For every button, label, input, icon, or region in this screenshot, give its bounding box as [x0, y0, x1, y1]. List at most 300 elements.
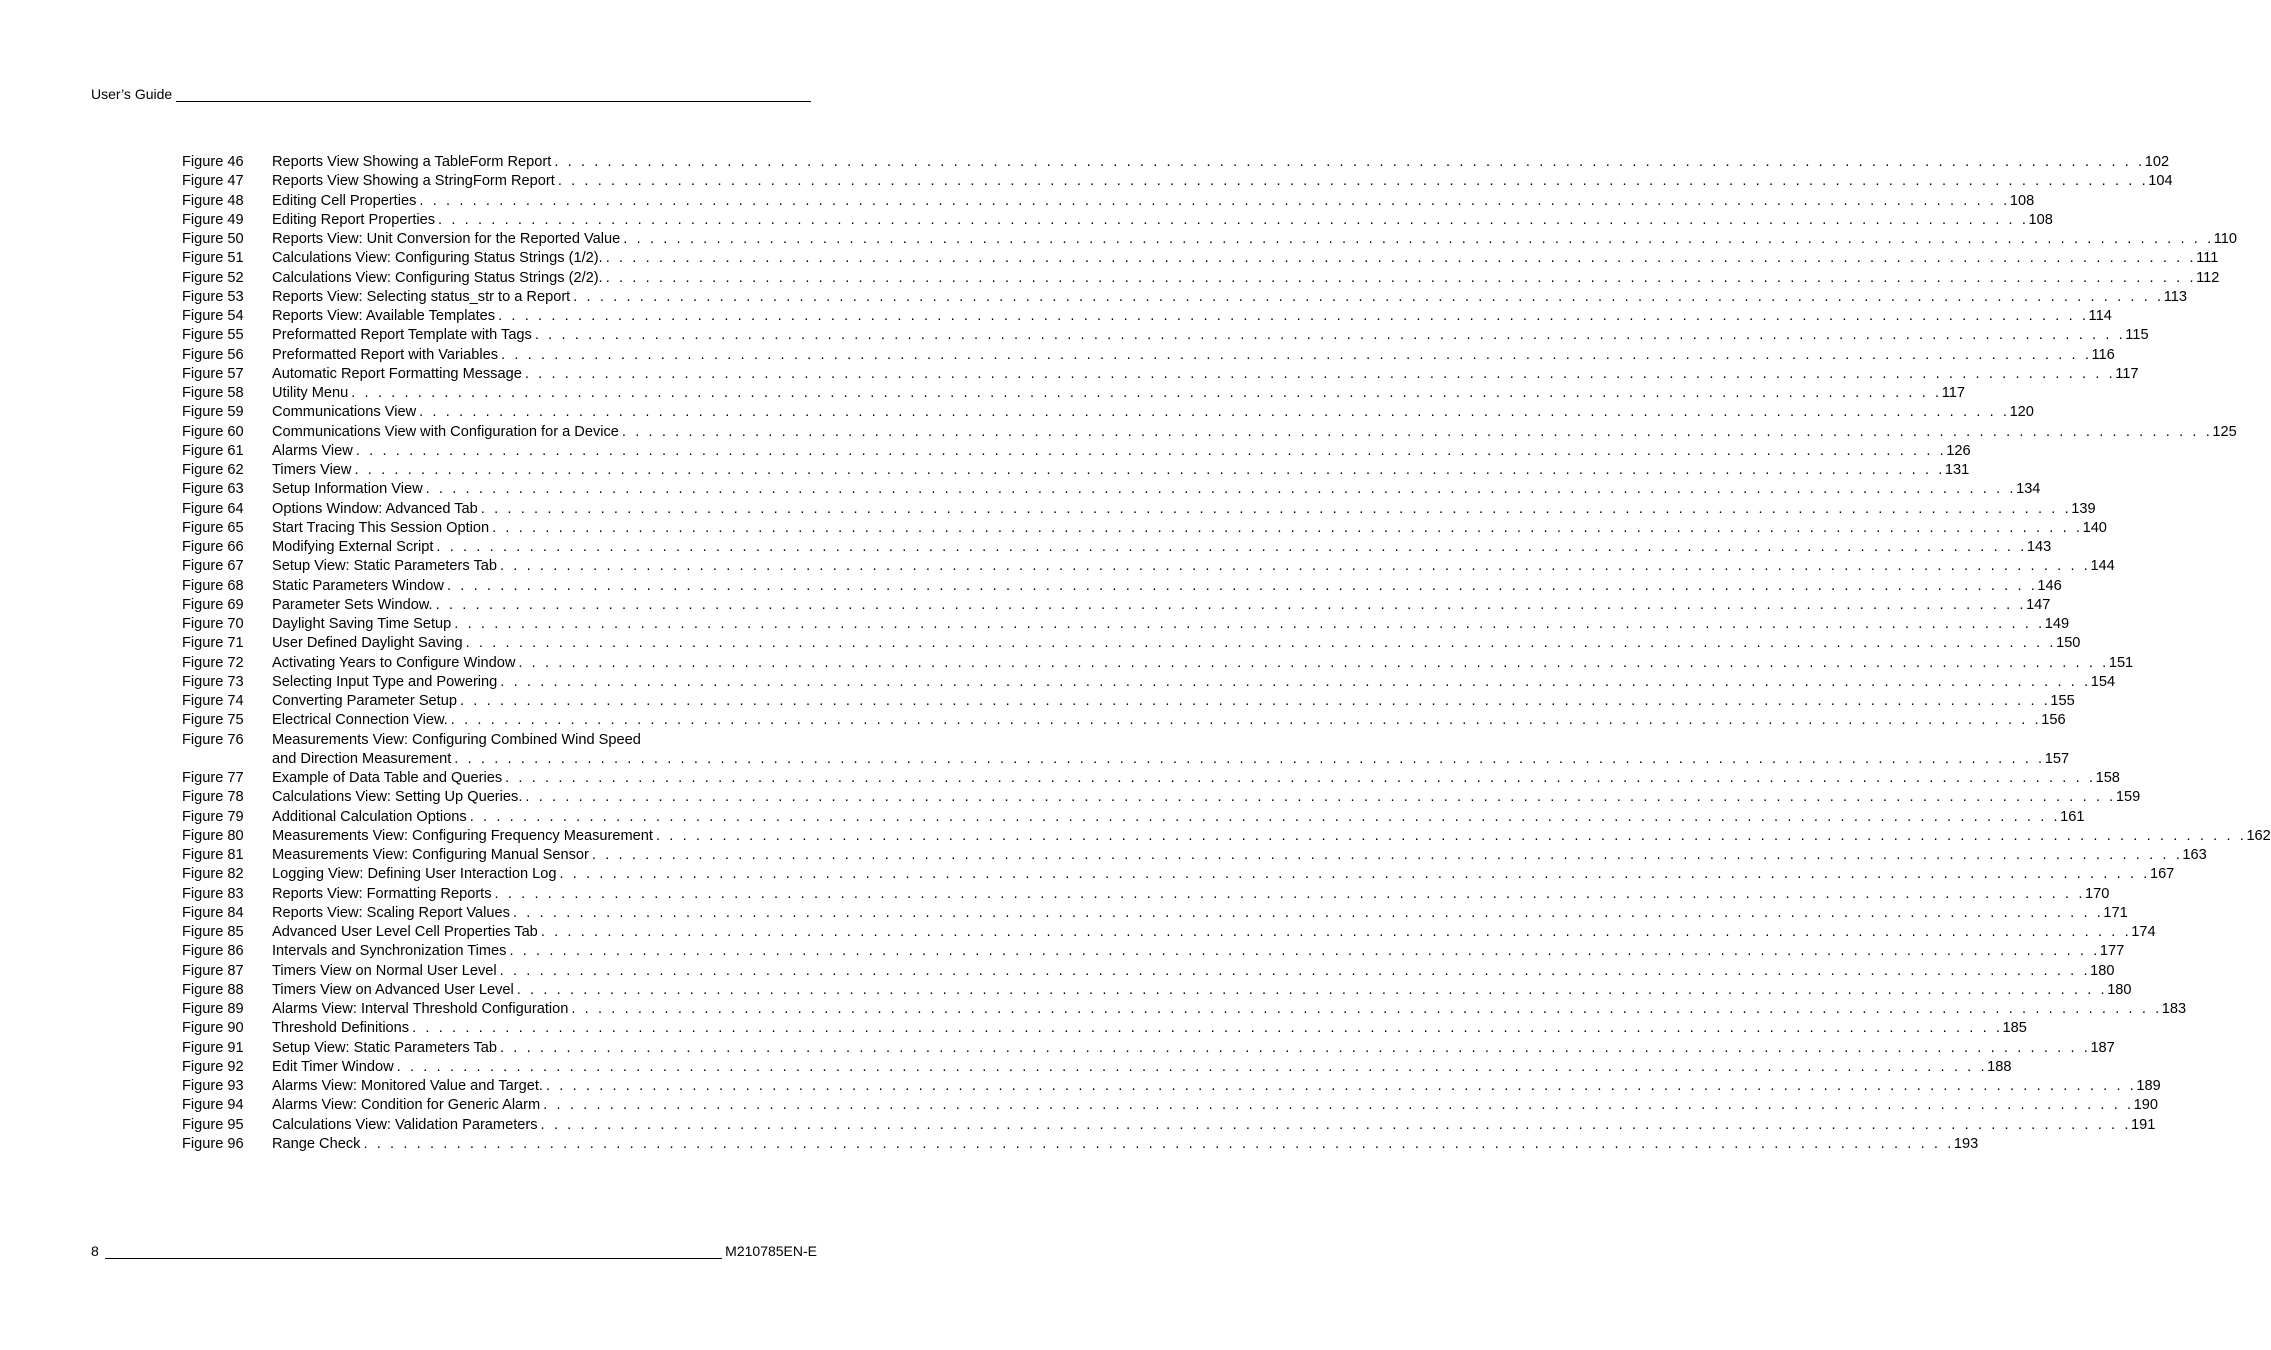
- figure-title-block: [272, 769, 2120, 788]
- figure-entry[interactable]: [182, 788, 2141, 807]
- figure-title-line: [272, 538, 2052, 557]
- figure-title-line: [272, 596, 2051, 615]
- figure-title: Options Window: Advanced Tab: [272, 500, 478, 517]
- figure-title-block: [272, 634, 2081, 653]
- figure-title-block: [272, 885, 2110, 904]
- figure-label: Figure 96: [182, 1135, 244, 1152]
- figure-entry[interactable]: [182, 634, 2081, 653]
- figure-title: Calculations View: Configuring Status Strings (1/2).: [272, 250, 603, 267]
- figure-entry[interactable]: [182, 192, 2035, 211]
- figure-title-line: [272, 692, 2075, 711]
- figure-entry[interactable]: [182, 769, 2120, 788]
- figure-entry[interactable]: [182, 1096, 2159, 1115]
- figure-title-line: [272, 904, 2128, 923]
- figure-page-number: 155: [2050, 693, 2075, 709]
- figure-title: Measurements View: Configuring Frequency Measurement: [272, 827, 653, 844]
- figure-title-line: [272, 1135, 1979, 1154]
- figure-page-number: 159: [2115, 789, 2141, 806]
- figure-page-number: 120: [2009, 404, 2034, 421]
- figure-label: Figure 85: [182, 924, 244, 940]
- figure-page-number: 167: [2149, 866, 2175, 883]
- dot-leader: . . . . . . . . . . . . . . . . . . . . . . . . . . . . . . . . . . . . . . . . . . . . . . . . . . . . . . . . . . . . . . . . . . . . . . . . . . . . . . . . . . . . . . . . . . . . . . . . . . . . . . . . . . . . . . . . . . . . . . . .: [354, 462, 1945, 478]
- figure-title-line: [272, 153, 2170, 172]
- figure-title: Communications View: [272, 404, 417, 421]
- figure-title-line: [272, 865, 2175, 884]
- figure-title-line: [272, 788, 2141, 807]
- figure-title-line: [272, 1116, 2156, 1135]
- figure-entry[interactable]: [182, 1135, 1979, 1154]
- figure-label: Figure 46: [182, 154, 244, 170]
- figure-title: Timers View on Advanced User Level: [272, 981, 514, 998]
- figure-label: Figure 86: [182, 943, 244, 960]
- figure-page-number: 149: [2044, 616, 2070, 632]
- figure-title-block: [272, 1096, 2159, 1115]
- figure-title-block: [272, 480, 2041, 499]
- figure-label: Figure 68: [182, 577, 244, 594]
- figure-page-number: 162: [2246, 827, 2271, 844]
- figure-entry[interactable]: [182, 692, 2075, 711]
- figure-entry[interactable]: [182, 904, 2128, 923]
- figure-entry[interactable]: [182, 500, 2096, 519]
- figure-label: Figure 78: [182, 789, 244, 806]
- figure-title: Intervals and Synchronization Times: [272, 943, 507, 960]
- dot-leader: . . . . . . . . . . . . . . . . . . . . . . . . . . . . . . . . . . . . . . . . . . . . . . . . . . . . . . . . . . . . . . . . . . . . . . . . . . . . . . . . . . . . . . . . . . . . . . . . . . . . . . . . . . . . . . . . . . . . . . . .: [621, 423, 2213, 440]
- figure-page-number: 113: [2163, 288, 2187, 305]
- figure-entry[interactable]: [182, 673, 2116, 692]
- figure-title: Measurements View: Configuring Manual Sensor: [272, 847, 589, 863]
- dot-leader: . . . . . . . . . . . . . . . . . . . . . . . . . . . . . . . . . . . . . . . . . . . . . . . . . . . . . . . . . . . . . . . . . . . . . . . . . . . . . . . . . . . . . . . . . . . . . . . . . . . . . . . . . . . . . . . . . . . . . . . .: [559, 866, 2150, 883]
- figure-entry[interactable]: [182, 615, 2070, 634]
- figure-title-line: [272, 384, 1965, 403]
- figure-label: Figure 79: [182, 808, 244, 825]
- figure-title-line: [272, 288, 2187, 307]
- figure-entry[interactable]: [182, 346, 2115, 365]
- figure-title-line: [272, 711, 2066, 730]
- figure-title-line: [272, 846, 2207, 865]
- figure-title-line: [272, 192, 2035, 211]
- figure-page-number: 112: [2196, 269, 2220, 286]
- figure-page-number: 143: [2026, 539, 2052, 555]
- figure-title-line: [272, 1019, 2027, 1038]
- figure-title: Alarms View: Interval Threshold Configuration: [272, 1001, 569, 1017]
- figure-title-block: [272, 269, 2220, 288]
- figure-label: Figure 64: [182, 500, 244, 517]
- figure-title-line: [272, 615, 2070, 634]
- figure-entry[interactable]: [182, 1058, 2012, 1077]
- figure-label: Figure 89: [182, 1001, 244, 1017]
- dot-leader: . . . . . . . . . . . . . . . . . . . . . . . . . . . . . . . . . . . . . . . . . . . . . . . . . . . . . . . . . . . . . . . . . . . . . . . . . . . . . . . . . . . . . . . . . . . . . . . . . . . . . . . . . . . . . . . . . . . . . . . .: [505, 770, 2096, 786]
- figure-label: Figure 57: [182, 365, 244, 382]
- dot-leader: . . . . . . . . . . . . . . . . . . . . . . . . . . . . . . . . . . . . . . . . . . . . . . . . . . . . . . . . . . . . . . . . . . . . . . . . . . . . . . . . . . . . . . . . . . . . . . . . . . . . . . . . . . . . . . . . . . . . . . . .: [557, 173, 2149, 190]
- figure-label: Figure 50: [182, 231, 244, 247]
- figure-entry[interactable]: [182, 731, 2070, 770]
- figure-entry[interactable]: [182, 981, 2132, 1000]
- document-code: M210785EN-E: [725, 1243, 817, 1259]
- dot-leader: . . . . . . . . . . . . . . . . . . . . . . . . . . . . . . . . . . . . . . . . . . . . . . . . . . . . . . . . . . . . . . . . . . . . . . . . . . . . . . . . . . . . . . . . . . . . . . . . . . . . . . . . . . . . . . . . . . . . . . . .: [419, 192, 2010, 209]
- list-of-figures: [182, 153, 2271, 1154]
- dot-leader: . . . . . . . . . . . . . . . . . . . . . . . . . . . . . . . . . . . . . . . . . . . . . . . . . . . . . . . . . . . . . . . . . . . . . . . . . . . . . . . . . . . . . . . . . . . . . . . . . . . . . . . . . . . . . . . . . . . . . . . .: [351, 385, 1942, 401]
- figure-entry[interactable]: [182, 172, 2173, 191]
- figure-title: Calculations View: Setting Up Queries.: [272, 789, 523, 806]
- figure-title-line: [272, 269, 2220, 288]
- figure-label: Figure 91: [182, 1039, 244, 1056]
- figure-label: Figure 76: [182, 731, 244, 748]
- figure-entry[interactable]: [182, 230, 2237, 249]
- figure-title: Modifying External Script: [272, 539, 434, 555]
- figure-page-number: 111: [2196, 250, 2219, 267]
- figure-title-line: [272, 654, 2134, 673]
- figure-entry[interactable]: [182, 519, 2107, 538]
- figure-entry[interactable]: [182, 1039, 2115, 1058]
- figure-label: Figure 80: [182, 827, 244, 844]
- figure-page-number: 117: [1941, 385, 1965, 401]
- figure-title-line: [272, 962, 2115, 981]
- figure-title-line: [272, 326, 2149, 345]
- dot-leader: . . . . . . . . . . . . . . . . . . . . . . . . . . . . . . . . . . . . . . . . . . . . . . . . . . . . . . . . . . . . . . . . . . . . . . . . . . . . . . . . . . . . . . . . . . . . . . . . . . . . . . . . . . . . . . . . . . . . . . . .: [425, 481, 2017, 498]
- figure-title: Calculations View: Configuring Status Strings (2/2).: [272, 269, 603, 286]
- figure-title-line: [272, 981, 2132, 1000]
- figure-title-block: [272, 500, 2096, 519]
- figure-label: Figure 81: [182, 847, 244, 863]
- figure-entry[interactable]: [182, 326, 2149, 345]
- figure-title-block: [272, 192, 2035, 211]
- figure-title-block: [272, 249, 2219, 268]
- figure-title-line: [272, 1039, 2115, 1058]
- dot-leader: . . . . . . . . . . . . . . . . . . . . . . . . . . . . . . . . . . . . . . . . . . . . . . . . . . . . . . . . . . . . . . . . . . . . . . . . . . . . . . . . . . . . . . . . . . . . . . . . . . . . . . . . . . . . . . . . . . . . . . . .: [501, 346, 2092, 363]
- dot-leader: . . . . . . . . . . . . . . . . . . . . . . . . . . . . . . . . . . . . . . . . . . . . . . . . . . . . . . . . . . . . . . . . . . . . . . . . . . . . . . . . . . . . . . . . . . . . . . . . . . . . . . . . . . . . . . . . . . . . . . . .: [480, 500, 2072, 517]
- figure-entry[interactable]: [182, 211, 2053, 230]
- figure-title-line: [272, 769, 2120, 788]
- figure-title: Preformatted Report Template with Tags: [272, 327, 532, 344]
- dot-leader: . . . . . . . . . . . . . . . . . . . . . . . . . . . . . . . . . . . . . . . . . . . . . . . . . . . . . . . . . . . . . . . . . . . . . . . . . . . . . . . . . . . . . . . . . . . . . . . . . . . . . . . . . . . . . . . . . . . . . . . .: [454, 616, 2045, 632]
- figure-entry[interactable]: [182, 442, 1971, 461]
- figure-entry[interactable]: [182, 557, 2115, 576]
- figure-entry[interactable]: [182, 365, 2139, 384]
- dot-leader: . . . . . . . . . . . . . . . . . . . . . . . . . . . . . . . . . . . . . . . . . . . . . . . . . . . . . . . . . . . . . . . . . . . . . . . . . . . . . . . . . . . . . . . . . . . . . . . . . . . . . . . . . . . . . . . . . . . . . . . .: [573, 288, 2164, 305]
- dot-leader: . . . . . . . . . . . . . . . . . . . . . . . . . . . . . . . . . . . . . . . . . . . . . . . . . . . . . . . . . . . . . . . . . . . . . . . . . . . . . . . . . . . . . . . . . . . . . . . . . . . . . . . . . . . . . . . . . . . . . . . .: [454, 750, 2045, 767]
- figure-title-block: [272, 538, 2052, 557]
- dot-leader: . . . . . . . . . . . . . . . . . . . . . . . . . . . . . . . . . . . . . . . . . . . . . . . . . . . . . . . . . . . . . . . . . . . . . . . . . . . . . . . . . . . . . . . . . . . . . . . . . . . . . . . . . . . . . . . . . . . . . . . .: [459, 693, 2051, 709]
- figure-entry[interactable]: [182, 654, 2134, 673]
- figure-entry[interactable]: [182, 885, 2110, 904]
- dot-leader: . . . . . . . . . . . . . . . . . . . . . . . . . . . . . . . . . . . . . . . . . . . . . . . . . . . . . . . . . . . . . . . . . . . . . . . . . . . . . . . . . . . . . . . . . . . . . . . . . . . . . . . . . . . . . . . . . . . . . . . .: [499, 558, 2091, 575]
- figure-entry[interactable]: [182, 1077, 2161, 1096]
- figure-title: Parameter Sets Window.: [272, 596, 433, 613]
- figure-title-block: [272, 1039, 2115, 1058]
- dot-leader: . . . . . . . . . . . . . . . . . . . . . . . . . . . . . . . . . . . . . . . . . . . . . . . . . . . . . . . . . . . . . . . . . . . . . . . . . . . . . . . . . . . . . . . . . . . . . . . . . . . . . . . . . . . . . . . . . . . . . . . .: [540, 1116, 2131, 1133]
- figure-title: Activating Years to Configure Window: [272, 654, 516, 671]
- figure-entry[interactable]: [182, 1116, 2156, 1135]
- dot-leader: . . . . . . . . . . . . . . . . . . . . . . . . . . . . . . . . . . . . . . . . . . . . . . . . . . . . . . . . . . . . . . . . . . . . . . . . . . . . . . . . . . . . . . . . . . . . . . . . . . . . . . . . . . . . . . . . . . . . . . . .: [518, 654, 2109, 671]
- figure-label: Figure 48: [182, 192, 244, 209]
- figure-label: Figure 62: [182, 462, 244, 478]
- figure-title-line: [272, 346, 2115, 365]
- figure-title-line: [272, 423, 2237, 442]
- figure-page-number: 161: [2060, 808, 2085, 825]
- dot-leader: . . . . . . . . . . . . . . . . . . . . . . . . . . . . . . . . . . . . . . . . . . . . . . . . . . . . . . . . . . . . . . . . . . . . . . . . . . . . . . . . . . . . . . . . . . . . . . . . . . . . . . . . . . . . . . . . . . . . . . . .: [355, 442, 1947, 459]
- dot-leader: . . . . . . . . . . . . . . . . . . . . . . . . . . . . . . . . . . . . . . . . . . . . . . . . . . . . . . . . . . . . . . . . . . . . . . . . . . . . . . . . . . . . . . . . . . . . . . . . . . . . . . . . . . . . . . . . . . . . . . . .: [494, 885, 2085, 902]
- figure-entry[interactable]: [182, 288, 2187, 307]
- figure-page-number: 193: [1953, 1135, 1979, 1152]
- figure-label: Figure 72: [182, 654, 244, 671]
- figure-title: and Direction Measurement: [272, 750, 452, 767]
- figure-label: Figure 52: [182, 269, 244, 286]
- figure-title-block: [272, 962, 2115, 981]
- figure-label: Figure 70: [182, 616, 244, 632]
- figure-title-block: [272, 731, 2070, 770]
- figure-entry[interactable]: [182, 403, 2034, 422]
- figure-entry[interactable]: [182, 846, 2207, 865]
- figure-title-line: [272, 923, 2156, 942]
- figure-page-number: 187: [2090, 1039, 2115, 1056]
- figure-page-number: 125: [2212, 423, 2237, 440]
- figure-entry[interactable]: [182, 153, 2170, 172]
- figure-title-line: [272, 461, 1970, 480]
- dot-leader: . . . . . . . . . . . . . . . . . . . . . . . . . . . . . . . . . . . . . . . . . . . . . . . . . . . . . . . . . . . . . . . . . . . . . . . . . . . . . . . . . . . . . . . . . . . . . . . . . . . . . . . . . . . . . . . . . . . . . . . .: [363, 1135, 1954, 1152]
- figure-page-number: 104: [2148, 173, 2173, 190]
- figure-title: Daylight Saving Time Setup: [272, 616, 452, 632]
- figure-label: Figure 63: [182, 481, 244, 498]
- figure-label: Figure 55: [182, 327, 244, 344]
- figure-title-block: [272, 557, 2115, 576]
- page-number: 8: [91, 1243, 99, 1259]
- figure-label: Figure 92: [182, 1058, 244, 1075]
- figure-title-line: [272, 1077, 2161, 1096]
- figure-title-block: [272, 827, 2271, 846]
- figure-title-block: [272, 365, 2139, 384]
- dot-leader: . . . . . . . . . . . . . . . . . . . . . . . . . . . . . . . . . . . . . . . . . . . . . . . . . . . . . . . . . . . . . . . . . . . . . . . . . . . . . . . . . . . . . . . . . . . . . . . . . . . . . . . . . . . . . . . . . . . . . . . .: [571, 1001, 2162, 1017]
- figure-title-block: [272, 615, 2070, 634]
- figure-label: Figure 82: [182, 866, 244, 883]
- figure-label: Figure 49: [182, 211, 244, 228]
- figure-title-block: [272, 403, 2034, 422]
- figure-label: Figure 84: [182, 904, 244, 921]
- page-header: [91, 86, 811, 102]
- figure-title-block: [272, 230, 2237, 249]
- figure-page-number: 188: [1987, 1058, 2012, 1075]
- figure-entry[interactable]: [182, 384, 1965, 403]
- figure-entry[interactable]: [182, 827, 2271, 846]
- footer-rule: [105, 1245, 722, 1259]
- dot-leader: . . . . . . . . . . . . . . . . . . . . . . . . . . . . . . . . . . . . . . . . . . . . . . . . . . . . . . . . . . . . . . . . . . . . . . . . . . . . . . . . . . . . . . . . . . . . . . . . . . . . . . . . . . . . . . . . . . . . . . . .: [623, 231, 2214, 247]
- header-title: User’s Guide: [91, 86, 173, 102]
- figure-title-line: [272, 885, 2110, 904]
- dot-leader: . . . . . . . . . . . . . . . . . . . . . . . . . . . . . . . . . . . . . . . . . . . . . . . . . . . . . . . . . . . . . . . . . . . . . . . . . . . . . . . . . . . . . . . . . . . . . . . . . . . . . . . . . . . . . . . . . . . . . . . .: [450, 712, 2042, 729]
- figure-title: Setup View: Static Parameters Tab: [272, 558, 497, 575]
- figure-title-line: [272, 519, 2107, 538]
- figure-page-number: 177: [2099, 943, 2125, 960]
- dot-leader: . . . . . . . . . . . . . . . . . . . . . . . . . . . . . . . . . . . . . . . . . . . . . . . . . . . . . . . . . . . . . . . . . . . . . . . . . . . . . . . . . . . . . . . . . . . . . . . . . . . . . . . . . . . . . . . . . . . . . . . .: [543, 1097, 2134, 1114]
- figure-page-number: 126: [1946, 442, 1971, 459]
- figure-title-block: [272, 442, 1971, 461]
- figure-title-line: [272, 1096, 2159, 1115]
- figure-entry[interactable]: [182, 808, 2085, 827]
- figure-title-block: [272, 711, 2066, 730]
- figure-title-line: [272, 403, 2034, 422]
- figure-title: Range Check: [272, 1135, 361, 1152]
- figure-title: Reports View: Available Templates: [272, 308, 496, 324]
- figure-title-block: [272, 654, 2134, 673]
- figure-title: Preformatted Report with Variables: [272, 346, 499, 363]
- figure-title-line: [272, 634, 2081, 653]
- figure-title: Edit Timer Window: [272, 1058, 394, 1075]
- figure-title: Utility Menu: [272, 385, 349, 401]
- figure-title-block: [272, 846, 2207, 865]
- figure-title-line: [272, 827, 2271, 846]
- figure-page-number: 190: [2133, 1097, 2159, 1114]
- dot-leader: . . . . . . . . . . . . . . . . . . . . . . . . . . . . . . . . . . . . . . . . . . . . . . . . . . . . . . . . . . . . . . . . . . . . . . . . . . . . . . . . . . . . . . . . . . . . . . . . . . . . . . . . . . . . . . . . . . . . . . . .: [446, 577, 2038, 594]
- figure-title-block: [272, 519, 2107, 538]
- dot-leader: . . . . . . . . . . . . . . . . . . . . . . . . . . . . . . . . . . . . . . . . . . . . . . . . . . . . . . . . . . . . . . . . . . . . . . . . . . . . . . . . . . . . . . . . . . . . . . . . . . . . . . . . . . . . . . . . . . . . . . . .: [469, 808, 2061, 825]
- figure-title: Timers View on Normal User Level: [272, 962, 497, 979]
- figure-label: Figure 59: [182, 404, 244, 421]
- figure-title-line: [272, 557, 2115, 576]
- figure-title: Automatic Report Formatting Message: [272, 365, 522, 382]
- figure-title-block: [272, 865, 2175, 884]
- dot-leader: . . . . . . . . . . . . . . . . . . . . . . . . . . . . . . . . . . . . . . . . . . . . . . . . . . . . . . . . . . . . . . . . . . . . . . . . . . . . . . . . . . . . . . . . . . . . . . . . . . . . . . . . . . . . . . . . . . . . . . . .: [435, 596, 2027, 613]
- figure-entry[interactable]: [182, 269, 2220, 288]
- figure-page-number: 115: [2125, 327, 2149, 344]
- figure-title: Setup View: Static Parameters Tab: [272, 1039, 497, 1056]
- figure-label: Figure 60: [182, 423, 244, 440]
- dot-leader: . . . . . . . . . . . . . . . . . . . . . . . . . . . . . . . . . . . . . . . . . . . . . . . . . . . . . . . . . . . . . . . . . . . . . . . . . . . . . . . . . . . . . . . . . . . . . . . . . . . . . . . . . . . . . . . . . . . . . . . .: [534, 327, 2126, 344]
- figure-label: Figure 65: [182, 519, 244, 536]
- figure-entry[interactable]: [182, 461, 1970, 480]
- figure-title-block: [272, 942, 2125, 961]
- figure-page-number: 108: [2009, 192, 2035, 209]
- dot-leader: . . . . . . . . . . . . . . . . . . . . . . . . . . . . . . . . . . . . . . . . . . . . . . . . . . . . . . . . . . . . . . . . . . . . . . . . . . . . . . . . . . . . . . . . . . . . . . . . . . . . . . . . . . . . . . . . . . . . . . . .: [525, 789, 2116, 806]
- figure-page-number: 140: [2082, 519, 2107, 536]
- figure-title-block: [272, 384, 1965, 403]
- dot-leader: . . . . . . . . . . . . . . . . . . . . . . . . . . . . . . . . . . . . . . . . . . . . . . . . . . . . . . . . . . . . . . . . . . . . . . . . . . . . . . . . . . . . . . . . . . . . . . . . . . . . . . . . . . . . . . . . . . . . . . . .: [655, 827, 2247, 844]
- figure-title: User Defined Daylight Saving: [272, 635, 463, 652]
- dot-leader: . . . . . . . . . . . . . . . . . . . . . . . . . . . . . . . . . . . . . . . . . . . . . . . . . . . . . . . . . . . . . . . . . . . . . . . . . . . . . . . . . . . . . . . . . . . . . . . . . . . . . . . . . . . . . . . . . . . . . . . .: [605, 269, 2197, 286]
- dot-leader: . . . . . . . . . . . . . . . . . . . . . . . . . . . . . . . . . . . . . . . . . . . . . . . . . . . . . . . . . . . . . . . . . . . . . . . . . . . . . . . . . . . . . . . . . . . . . . . . . . . . . . . . . . . . . . . . . . . . . . . .: [438, 211, 2029, 228]
- dot-leader: . . . . . . . . . . . . . . . . . . . . . . . . . . . . . . . . . . . . . . . . . . . . . . . . . . . . . . . . . . . . . . . . . . . . . . . . . . . . . . . . . . . . . . . . . . . . . . . . . . . . . . . . . . . . . . . . . . . . . . . .: [492, 519, 2083, 536]
- figure-label: Figure 87: [182, 962, 244, 979]
- figure-label: Figure 47: [182, 173, 244, 190]
- figure-page-number: 156: [2041, 712, 2066, 729]
- dot-leader: . . . . . . . . . . . . . . . . . . . . . . . . . . . . . . . . . . . . . . . . . . . . . . . . . . . . . . . . . . . . . . . . . . . . . . . . . . . . . . . . . . . . . . . . . . . . . . . . . . . . . . . . . . . . . . . . . . . . . . . .: [516, 981, 2108, 998]
- figure-page-number: 158: [2095, 770, 2120, 786]
- figure-page-number: 108: [2028, 211, 2053, 228]
- figure-title-block: [272, 307, 2112, 326]
- figure-label: Figure 56: [182, 346, 244, 363]
- figure-title-block: [272, 788, 2141, 807]
- figure-label: Figure 71: [182, 635, 244, 652]
- figure-entry[interactable]: [182, 480, 2041, 499]
- dot-leader: . . . . . . . . . . . . . . . . . . . . . . . . . . . . . . . . . . . . . . . . . . . . . . . . . . . . . . . . . . . . . . . . . . . . . . . . . . . . . . . . . . . . . . . . . . . . . . . . . . . . . . . . . . . . . . . . . . . . . . . .: [509, 943, 2100, 960]
- figure-entry[interactable]: [182, 249, 2219, 268]
- figure-page-number: 163: [2182, 847, 2207, 863]
- figure-title-block: [272, 1135, 1979, 1154]
- figure-title: Reports View: Unit Conversion for the Reported Value: [272, 231, 621, 247]
- figure-title-block: [272, 461, 1970, 480]
- figure-title-block: [272, 172, 2173, 191]
- figure-title-block: [272, 808, 2085, 827]
- figure-title-line: [272, 577, 2062, 596]
- figure-entry[interactable]: [182, 1019, 2027, 1038]
- figure-title: Communications View with Configuration for a Device: [272, 423, 619, 440]
- figure-title: Example of Data Table and Queries: [272, 770, 503, 786]
- figure-title: Start Tracing This Session Option: [272, 519, 490, 536]
- figure-title-block: [272, 596, 2051, 615]
- figure-title-block: [272, 1077, 2161, 1096]
- figure-page-number: 131: [1944, 462, 1970, 478]
- figure-label: Figure 54: [182, 308, 244, 324]
- figure-title-block: [272, 1058, 2012, 1077]
- dot-leader: . . . . . . . . . . . . . . . . . . . . . . . . . . . . . . . . . . . . . . . . . . . . . . . . . . . . . . . . . . . . . . . . . . . . . . . . . . . . . . . . . . . . . . . . . . . . . . . . . . . . . . . . . . . . . . . . . . . . . . . .: [419, 404, 2010, 421]
- figure-page-number: 191: [2130, 1116, 2156, 1133]
- figure-page-number: 147: [2026, 596, 2051, 613]
- figure-entry[interactable]: [182, 577, 2062, 596]
- figure-title-line: [272, 249, 2219, 268]
- dot-leader: . . . . . . . . . . . . . . . . . . . . . . . . . . . . . . . . . . . . . . . . . . . . . . . . . . . . . . . . . . . . . . . . . . . . . . . . . . . . . . . . . . . . . . . . . . . . . . . . . . . . . . . . . . . . . . . . . . . . . . . .: [545, 1078, 2137, 1094]
- figure-page-number: 134: [2016, 481, 2041, 498]
- figure-entry[interactable]: [182, 423, 2237, 442]
- figure-title: Alarms View: Monitored Value and Target.: [272, 1078, 543, 1094]
- figure-title: Additional Calculation Options: [272, 808, 467, 825]
- figure-page-number: 117: [2115, 365, 2139, 382]
- figure-entry[interactable]: [182, 865, 2175, 884]
- figure-entry[interactable]: [182, 711, 2066, 730]
- figure-entry[interactable]: [182, 942, 2125, 961]
- figure-page-number: 114: [2088, 308, 2112, 324]
- figure-page-number: 189: [2136, 1078, 2161, 1094]
- figure-title-block: [272, 923, 2156, 942]
- figure-page-number: 151: [2108, 654, 2134, 671]
- figure-page-number: 183: [2161, 1001, 2187, 1017]
- page-footer: [91, 1243, 817, 1259]
- figure-label: Figure 90: [182, 1020, 244, 1037]
- figure-title-block: [272, 577, 2062, 596]
- figure-entry[interactable]: [182, 538, 2052, 557]
- figure-page-number: 180: [2090, 962, 2115, 979]
- figure-entry[interactable]: [182, 307, 2112, 326]
- figure-title: Editing Cell Properties: [272, 192, 417, 209]
- dot-leader: . . . . . . . . . . . . . . . . . . . . . . . . . . . . . . . . . . . . . . . . . . . . . . . . . . . . . . . . . . . . . . . . . . . . . . . . . . . . . . . . . . . . . . . . . . . . . . . . . . . . . . . . . . . . . . . . . . . . . . . .: [554, 154, 2145, 170]
- figure-title-block: [272, 692, 2075, 711]
- figure-entry[interactable]: [182, 596, 2051, 615]
- figure-title: Calculations View: Validation Parameters: [272, 1116, 538, 1133]
- figure-entry[interactable]: [182, 923, 2156, 942]
- figure-title-block: [272, 211, 2053, 230]
- figure-title: Selecting Input Type and Powering: [272, 673, 498, 690]
- figure-title-line: [272, 230, 2237, 249]
- figure-title-line: [272, 365, 2139, 384]
- figure-title-block: [272, 673, 2116, 692]
- figure-title: Reports View Showing a StringForm Report: [272, 173, 555, 190]
- figure-page-number: 180: [2107, 981, 2132, 998]
- figure-title-block: [272, 326, 2149, 345]
- figure-label: Figure 83: [182, 885, 244, 902]
- figure-page-number: 157: [2044, 750, 2070, 767]
- figure-title-block: [272, 981, 2132, 1000]
- figure-entry[interactable]: [182, 962, 2115, 981]
- dot-leader: . . . . . . . . . . . . . . . . . . . . . . . . . . . . . . . . . . . . . . . . . . . . . . . . . . . . . . . . . . . . . . . . . . . . . . . . . . . . . . . . . . . . . . . . . . . . . . . . . . . . . . . . . . . . . . . . . . . . . . . .: [500, 673, 2091, 690]
- figure-title-block: [272, 904, 2128, 923]
- figure-title: Reports View: Selecting status_str to a Report: [272, 288, 571, 305]
- figure-entry[interactable]: [182, 1000, 2187, 1019]
- dot-leader: . . . . . . . . . . . . . . . . . . . . . . . . . . . . . . . . . . . . . . . . . . . . . . . . . . . . . . . . . . . . . . . . . . . . . . . . . . . . . . . . . . . . . . . . . . . . . . . . . . . . . . . . . . . . . . . . . . . . . . . .: [499, 962, 2091, 979]
- figure-label: Figure 95: [182, 1116, 244, 1133]
- figure-title: Alarms View: [272, 442, 353, 459]
- figure-title-line: [272, 500, 2096, 519]
- figure-title: Converting Parameter Setup: [272, 693, 457, 709]
- dot-leader: . . . . . . . . . . . . . . . . . . . . . . . . . . . . . . . . . . . . . . . . . . . . . . . . . . . . . . . . . . . . . . . . . . . . . . . . . . . . . . . . . . . . . . . . . . . . . . . . . . . . . . . . . . . . . . . . . . . . . . . .: [512, 904, 2104, 921]
- figure-page-number: 102: [2144, 154, 2170, 170]
- figure-label: Figure 94: [182, 1097, 244, 1114]
